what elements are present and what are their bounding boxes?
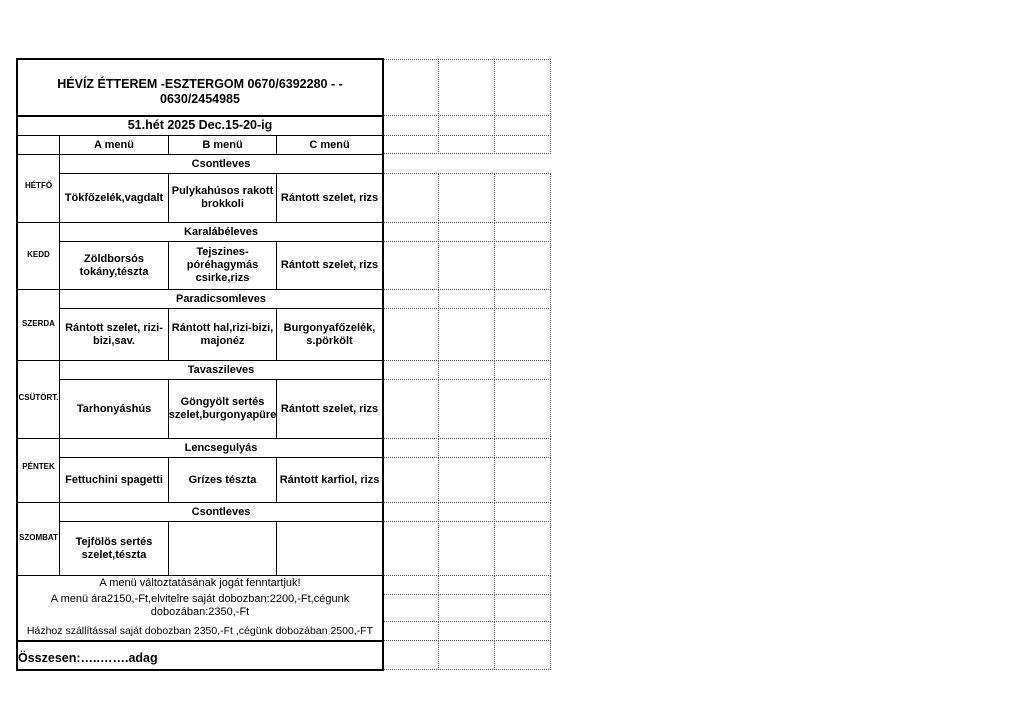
column-header-a: A menü [94, 138, 134, 151]
empty-cell [382, 438, 439, 458]
soup-friday: Lencsegulyás [184, 441, 258, 454]
empty-cell [382, 457, 439, 503]
empty-cell [438, 289, 495, 309]
empty-cell [494, 360, 551, 380]
empty-cell [382, 289, 439, 309]
empty-cell [438, 521, 495, 576]
column-header-c: C menü [309, 138, 350, 151]
empty-cell [494, 521, 551, 576]
empty-cell [438, 575, 495, 595]
soup-tuesday: Karalábéleves [184, 225, 258, 238]
empty-cell [382, 241, 439, 290]
empty-cell [438, 438, 495, 458]
empty-cell [438, 594, 495, 622]
price-info: A menü ára2150,-Ft,elvitelre saját dobozban:2200,-Ft,cégunk dobozában:2350,-Ft [50, 593, 350, 618]
empty-cell [382, 222, 439, 242]
menu-b-friday: Grízes tészta [188, 473, 257, 486]
day-label-friday: PÉNTEK [22, 462, 55, 471]
empty-cell [494, 621, 551, 641]
empty-cell [494, 640, 551, 670]
menu-b-thursday: Göngyölt sertés szelet,burgonyapüre [168, 396, 277, 421]
empty-cell [382, 575, 439, 595]
day-label-tuesday: KEDD [27, 249, 50, 259]
empty-cell [494, 222, 551, 242]
menu-c-saturday [276, 521, 383, 576]
empty-cell [494, 308, 551, 361]
empty-cell [438, 502, 495, 522]
soup-thursday: Tavaszileves [187, 363, 255, 376]
empty-cell [494, 575, 551, 595]
total-portions: Összesen:…..…….adag [18, 650, 158, 665]
empty-cell [382, 594, 439, 622]
empty-cell [382, 521, 439, 576]
menu-c-thursday: Rántott szelet, rizs [280, 402, 379, 415]
empty-cell [438, 308, 495, 361]
empty-cell [438, 135, 495, 154]
change-notice: A menü változtatásának jogát fenntartjuk! [99, 577, 301, 589]
delivery-info: Házhoz szállítással saját dobozban 2350,-Ft ,cégünk dobozában 2500,-FT [26, 625, 374, 637]
day-label-wednesday: SZERDA [22, 318, 55, 328]
empty-cell [438, 621, 495, 641]
day-label-thursday: CSÜTÖRT. [18, 393, 59, 402]
empty-cell [438, 360, 495, 380]
empty-cell [494, 115, 551, 136]
soup-saturday: Csontleves [191, 505, 251, 518]
empty-cell [438, 379, 495, 439]
menu-c-tuesday: Rántott szelet, rizs [280, 259, 379, 271]
soup-wednesday: Paradicsomleves [176, 292, 266, 305]
empty-cell [382, 173, 439, 223]
empty-cell [494, 241, 551, 290]
empty-cell [382, 360, 439, 380]
menu-c-wednesday: Burgonyafőzelék, s.pörkölt [283, 321, 376, 347]
empty-cell [382, 621, 439, 641]
empty-cell [438, 222, 495, 242]
empty-cell [382, 502, 439, 522]
empty-cell [438, 59, 495, 116]
menu-a-wednesday: Rántott szelet, rizi-bizi,sav. [65, 321, 163, 347]
empty-cell [438, 173, 495, 223]
restaurant-title: HÉVÍZ ÉTTEREM -ESZTERGOM 0670/6392280 - - 0630/2454985 [57, 76, 343, 106]
menu-b-monday: Pulykahúsos rakott brokkoli [171, 185, 274, 210]
total-separator [17, 640, 383, 642]
empty-cell [438, 640, 495, 670]
empty-cell [494, 173, 551, 223]
empty-cell [382, 115, 439, 136]
day-label-saturday: SZOMBAT [19, 532, 58, 542]
empty-cell [494, 457, 551, 503]
empty-cell [494, 289, 551, 309]
empty-cell [382, 640, 439, 670]
menu-a-tuesday: Zöldborsós tokány,tészta [79, 252, 149, 278]
menu-a-saturday: Tejfölös sertés szelet,tészta [75, 535, 153, 561]
menu-c-friday: Rántott karfiol, rizs [279, 473, 380, 486]
empty-cell [382, 135, 439, 154]
empty-cell [382, 379, 439, 439]
empty-cell [494, 379, 551, 439]
menu-b-wednesday: Rántott hal,rizi-bizi, majonéz [171, 321, 274, 347]
empty-cell [382, 308, 439, 361]
day-label-monday: HÉTFŐ [24, 181, 53, 190]
empty-cell [382, 59, 439, 116]
week-label: 51.hét 2025 Dec.15-20-ig [127, 118, 273, 132]
column-header-b: B menü [202, 138, 243, 151]
empty-cell [438, 457, 495, 503]
menu-b-tuesday: Tejszines-póréhagymás csirke,rizs [186, 246, 259, 284]
empty-cell [494, 135, 551, 154]
menu-b-saturday [168, 521, 277, 576]
empty-cell [494, 59, 551, 116]
empty-cell [494, 438, 551, 458]
menu-a-monday: Tökfőzelék,vagdalt [64, 191, 164, 204]
menu-a-thursday: Tarhonyáshús [76, 402, 152, 415]
soup-monday: Csontleves [191, 157, 251, 170]
empty-cell [494, 594, 551, 622]
empty-cell [438, 115, 495, 136]
empty-cell [438, 241, 495, 290]
menu-a-friday: Fettuchini spagetti [65, 473, 163, 486]
menu-c-monday: Rántott szelet, rizs [280, 191, 379, 204]
empty-cell [494, 502, 551, 522]
